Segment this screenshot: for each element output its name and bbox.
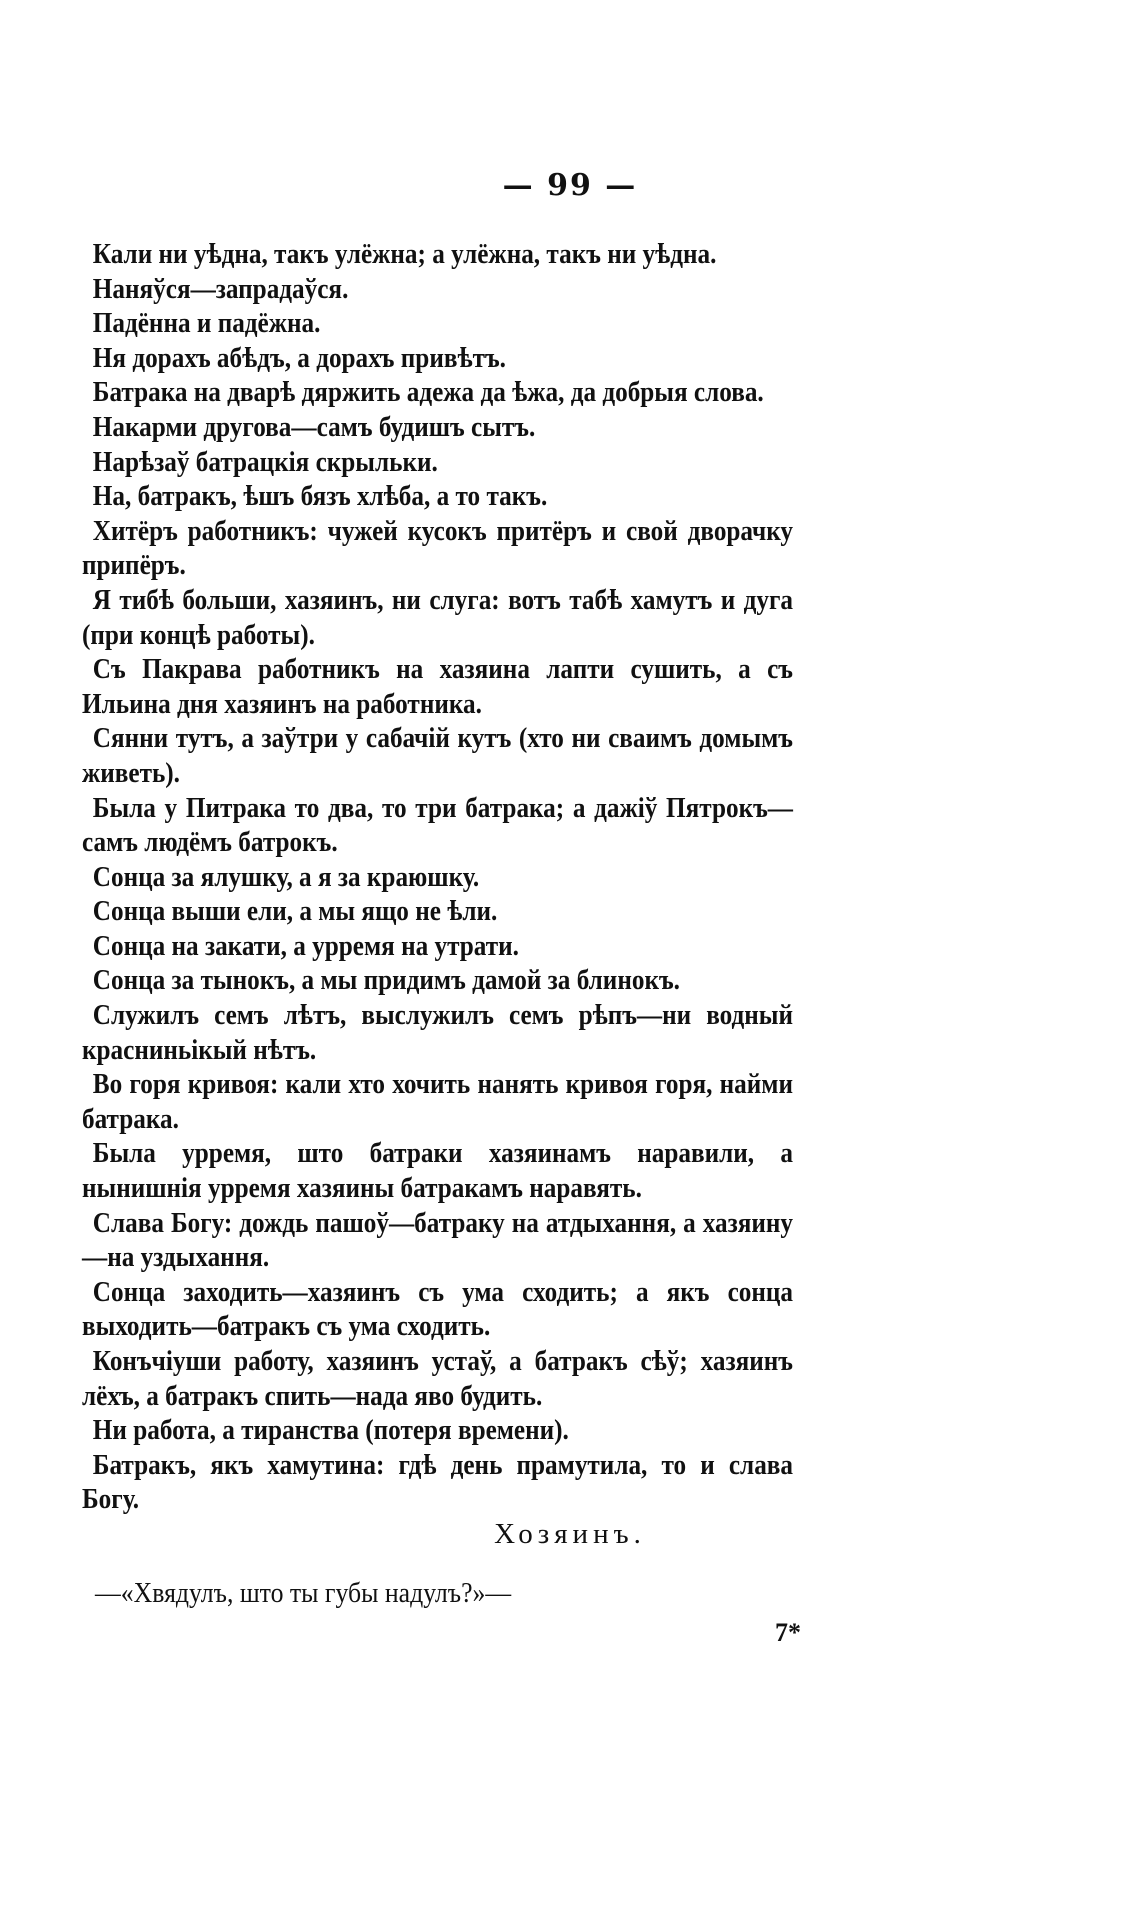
proverb: Слава Богу: дождь пашоў—батраку на атдыхання, а хазяину—на уздыхання. — [82, 1207, 794, 1274]
proverb: Батрака на дварѣ дяржить адежа да ѣжа, да добрыя слова. — [92, 377, 764, 409]
proverb: Ни работа, а тиранства (потеря времени). — [92, 1415, 569, 1447]
proverb: Накарми другова—самъ будишъ сытъ. — [92, 411, 536, 443]
proverb: Кали ни уѣдна, такъ улёжна; а улёжна, такъ ни уѣдна. — [92, 239, 717, 270]
proverb: Батракъ, якъ хамутина: гдѣ день прамутила, то и слава Богу. — [82, 1449, 794, 1516]
proverb: Наняўся—запрадаўся. — [92, 273, 349, 305]
proverb: Сонца за ялушку, а я за краюшку. — [92, 861, 480, 893]
proverb: Служилъ семъ лѣтъ, выслужилъ семъ рѣпъ—ни водный красниньікый нѣтъ. — [82, 1000, 794, 1066]
section-quote: —«Хвядулъ, што ты губы надулъ?»— — [95, 1578, 512, 1609]
proverb: Падённа и падёжна. — [92, 308, 321, 340]
proverb: На, батракъ, ѣшъ бязъ хлѣба, а то такъ. — [92, 481, 548, 513]
proverb: Сонца заходить—хазяинъ съ ума сходить; а якъ сонца выходить—батракъ съ ума сходить. — [82, 1276, 794, 1343]
proverb: Сонца за тынокъ, а мы придимъ дамой за блинокъ. — [92, 965, 680, 997]
proverb: Сонца на закати, а урремя на утрати. — [92, 930, 519, 962]
proverb-list — [82, 238, 793, 1518]
signature-mark: 7* — [775, 1618, 801, 1647]
proverb: Была у Питрака то два, то три батрака; а дажіў Пятрокъ—самъ людёмъ батрокъ. — [82, 792, 794, 859]
section-heading: Хозяинъ. — [494, 1518, 646, 1550]
proverb: Ня дорахъ абѣдъ, а дорахъ привѣтъ. — [92, 342, 506, 374]
page-number: — 99 — — [502, 168, 638, 203]
proverb: Была урремя, што батраки хазяинамъ наравили, а нынишнія урремя хазяины батракамъ наравять. — [82, 1138, 794, 1205]
proverb: Конъчіуши работу, хазяинъ устаў, а батракъ сѣў; хазяинъ лёхъ, а батракъ спить—нада яво будить. — [82, 1346, 794, 1412]
proverb: Я тибѣ больши, хазяинъ, ни слуга: вотъ табѣ хамутъ и дуга (при концѣ работы). — [82, 584, 794, 651]
proverb: Хитёръ работникъ: чужей кусокъ притёръ и свой дворачку припёръ. — [82, 515, 794, 582]
proverb: Во горя кривоя: кали хто хочить нанять кривоя горя, найми батрака. — [82, 1069, 794, 1135]
proverb: Нарѣзаў батрацкія скрыльки. — [92, 446, 438, 478]
proverb: Сонца выши ели, а мы ящо не ѣли. — [92, 896, 498, 928]
proverb: Сянни тутъ, а заўтри у сабачій кутъ (хто ни сваимъ домымъ живеть). — [82, 723, 794, 789]
proverb: Съ Пакрава работникъ на хазяина лапти сушить, а съ Ильина дня хазяинъ на работника. — [82, 654, 794, 720]
